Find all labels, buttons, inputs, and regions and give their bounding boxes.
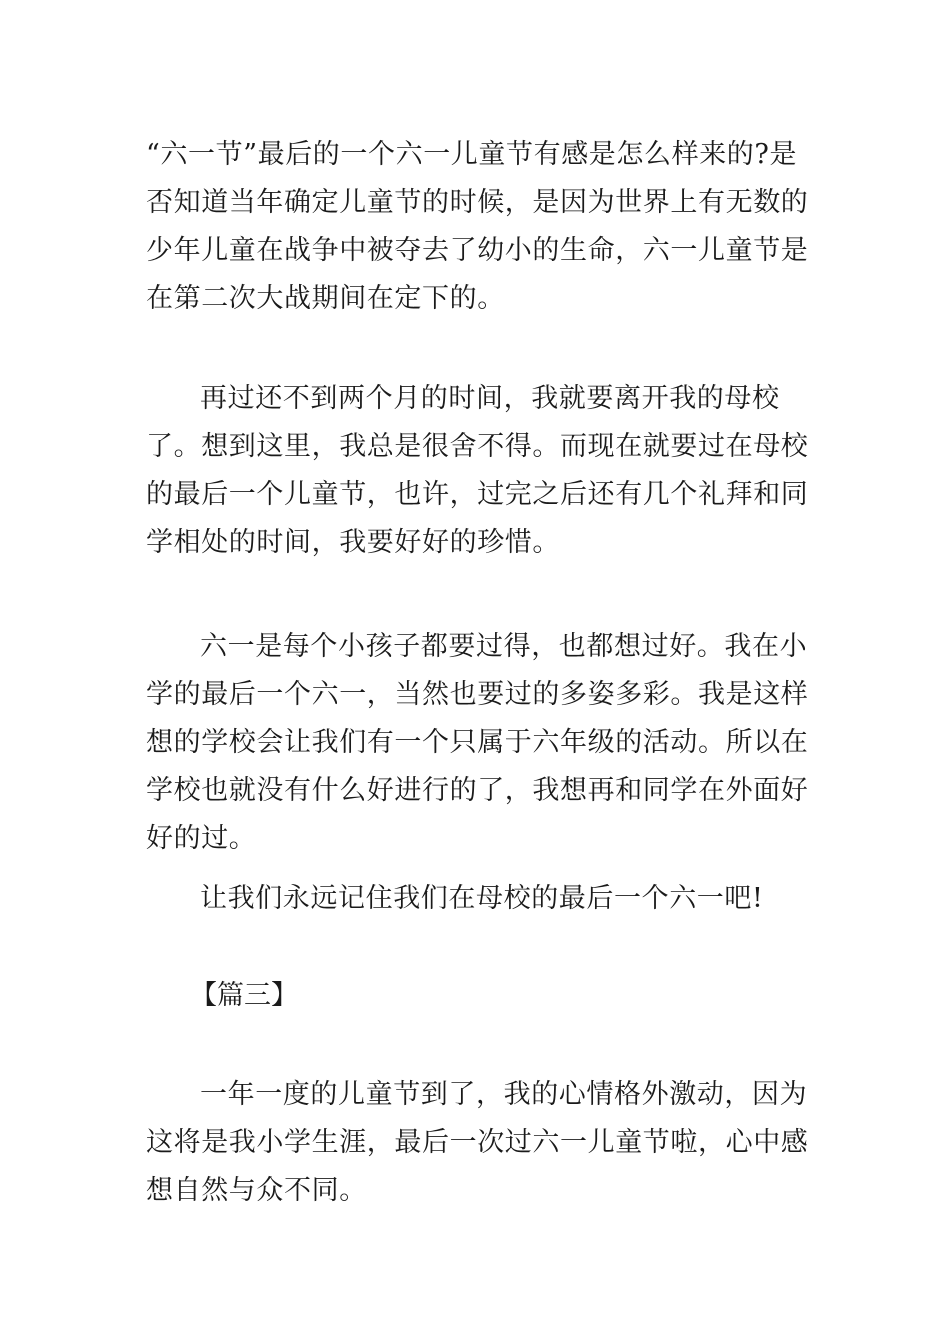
paragraph-leaving-school: 再过还不到两个月的时间，我就要离开我的母校了。想到这里，我总是很舍不得。而现在就要过在母校的最后一个儿童节，也许，过完之后还有几个礼拜和同学相处的时间，我要好好的珍惜。 [146, 383, 809, 558]
paragraph-part-three: 一年一度的儿童节到了，我的心情格外激动，因为这将是我小学生涯，最后一次过六一儿童节啦，心中感想自然与众不同。 [146, 1079, 809, 1206]
paragraph-origin-of-childrens-day: “六一节”最后的一个六一儿童节有感是怎么样来的?是否知道当年确定儿童节的时候，是因为世界上有无数的少年儿童在战争中被夺去了幼小的生命，六一儿童节是在第二次大战期间在定下的。 [146, 139, 809, 314]
paragraph-remember: 让我们永远记住我们在母校的最后一个六一吧! [200, 883, 764, 914]
paragraph-last-childrens-day: 六一是每个小孩子都要过得，也都想过好。我在小学的最后一个六一，当然也要过的多姿多彩。我是这样想的学校会让我们有一个只属于六年级的活动。所以在学校也就没有什么好进行的了，我想再和同学在外面好好的过。 [146, 631, 809, 854]
section-heading: 【篇三】 [190, 980, 298, 1011]
